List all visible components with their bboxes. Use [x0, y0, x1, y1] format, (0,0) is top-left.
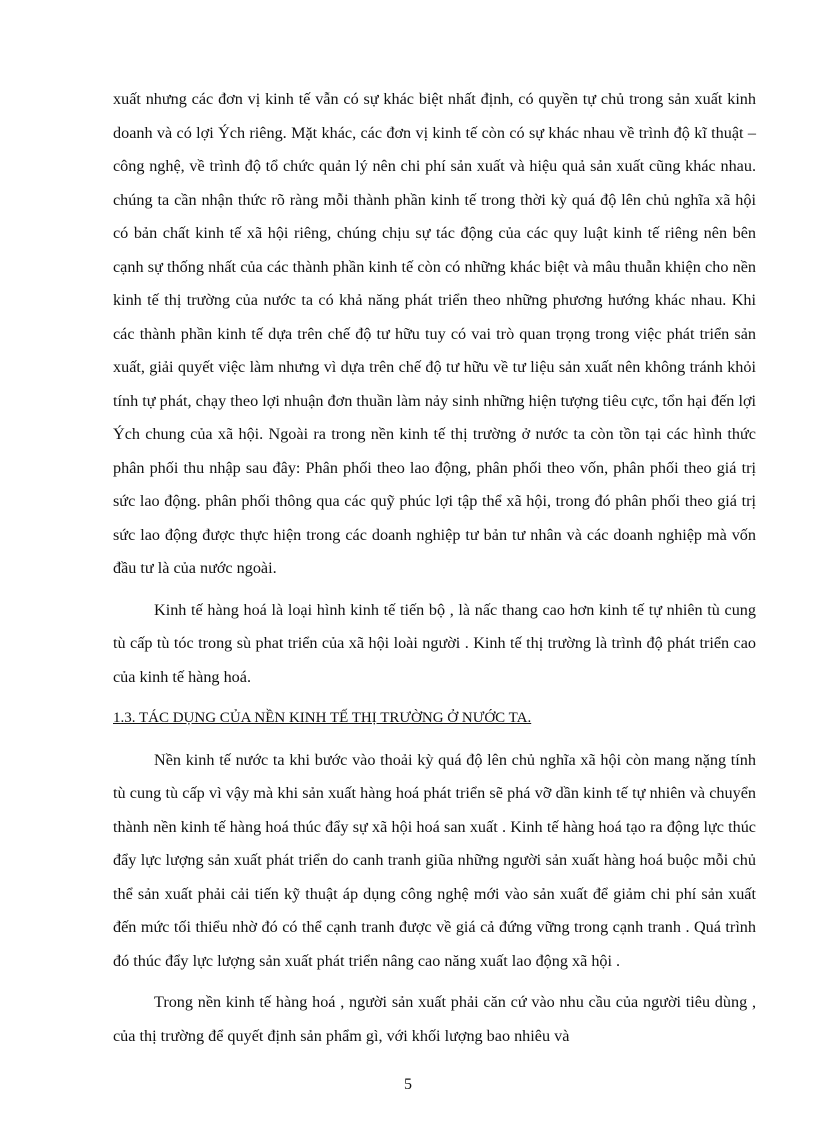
body-paragraph-1: xuất nhưng các đơn vị kinh tế vẫn có sự khác biệt nhất định, có quyền tự chủ trong sản xuất kinh doanh và có lợi Ých riêng. Mặt khác, các đơn vị kinh tế còn có sự khác nhau về trình độ kĩ thuật – công nghệ, về trình độ tổ chức quản lý nên chi phí sản xuất và hiệu quả sản xuất cũng khác nhau. chúng ta cần nhận thức rõ ràng mỗi thành phần kinh tế trong thời kỳ quá độ lên chủ nghĩa xã hội có bản chất kinh tế xã hội riêng, chúng chịu sự tác động của các quy luật kinh tế riêng nên bên cạnh sự thống nhất của các thành phần kinh tế còn có những khác biệt và mâu thuẫn khiện cho nền kinh tế thị trường của nước ta có khả năng phát triển theo những phương hướng khác nhau. Khi các thành phần kinh tế dựa trên chế độ tư hữu tuy có vai trò quan trọng trong việc phát triển sản xuất, giải quyết việc làm nhưng vì dựa trên chế độ tư hữu về tư liệu sản xuất nên không tránh khỏi tính tự phát, chạy theo lợi nhuận đơn thuần làm nảy sinh những hiện tượng tiêu cực, tổn hại đến lợi Ých chung của xã hội. Ngoài ra trong nền kinh tế thị trường ở nước ta còn tồn tại các hình thức phân phối thu nhập sau đây: Phân phối theo lao động, phân phối theo vốn, phân phối theo giá trị sức lao động. phân phối thông qua các quỹ phúc lợi tập thể xã hội, trong đó phân phối theo giá trị sức lao động được thực hiện trong các doanh nghiệp tư bản tư nhân và các doanh nghiệp mà vốn đầu tư là của nước ngoài.: [113, 90, 756, 577]
document-page: [113, 83, 756, 1053]
body-paragraph-2: Kinh tế hàng hoá là loại hình kinh tế tiến bộ , là nấc thang cao hơn kinh tế tự nhiên tù cung tù cấp tù tóc trong sù phat triển của xã hội loài người . Kinh tế thị trường là trình độ phát triển cao của kinh tế hàng hoá.: [113, 600, 756, 686]
page-number: 5: [404, 1076, 412, 1093]
section-heading: 1.3. TÁC DỤNG CỦA NỀN KINH TẾ THỊ TRƯỜNG Ở NƯỚC TA.: [113, 710, 532, 726]
section-paragraph-1: Nền kinh tế nước ta khi bước vào thoải kỳ quá độ lên chủ nghĩa xã hội còn mang nặng tính tù cung tù cấp vì vậy mà khi sản xuất hàng hoá phát triển sẽ phá vỡ dần kinh tế tự nhiên và chuyển thành nền kinh tế hàng hoá thúc đẩy sự xã hội hoá san xuất . Kinh tế hàng hoá tạo ra động lực thúc đẩy lực lượng sản xuất phát triển do canh tranh giũa những người sản xuất hàng hoá buộc mỗi chủ thể sản xuất phải cải tiến kỹ thuật áp dụng công nghệ mới vào sản xuất để giảm chi phí sản xuất đến mức tối thiểu nhờ đó có thể cạnh tranh được về giá cả đứng vững trong cạnh tranh . Quá trình đó thúc đẩy lực lượng sản xuất phát triển nâng cao năng xuất lao động xã hội .: [113, 750, 756, 970]
section-paragraph-2: Trong nền kinh tế hàng hoá , người sản xuất phải căn cứ vào nhu cầu của người tiêu dùng , của thị trường để quyết định sản phẩm gì, với khối lượng bao nhiêu và: [113, 993, 756, 1045]
